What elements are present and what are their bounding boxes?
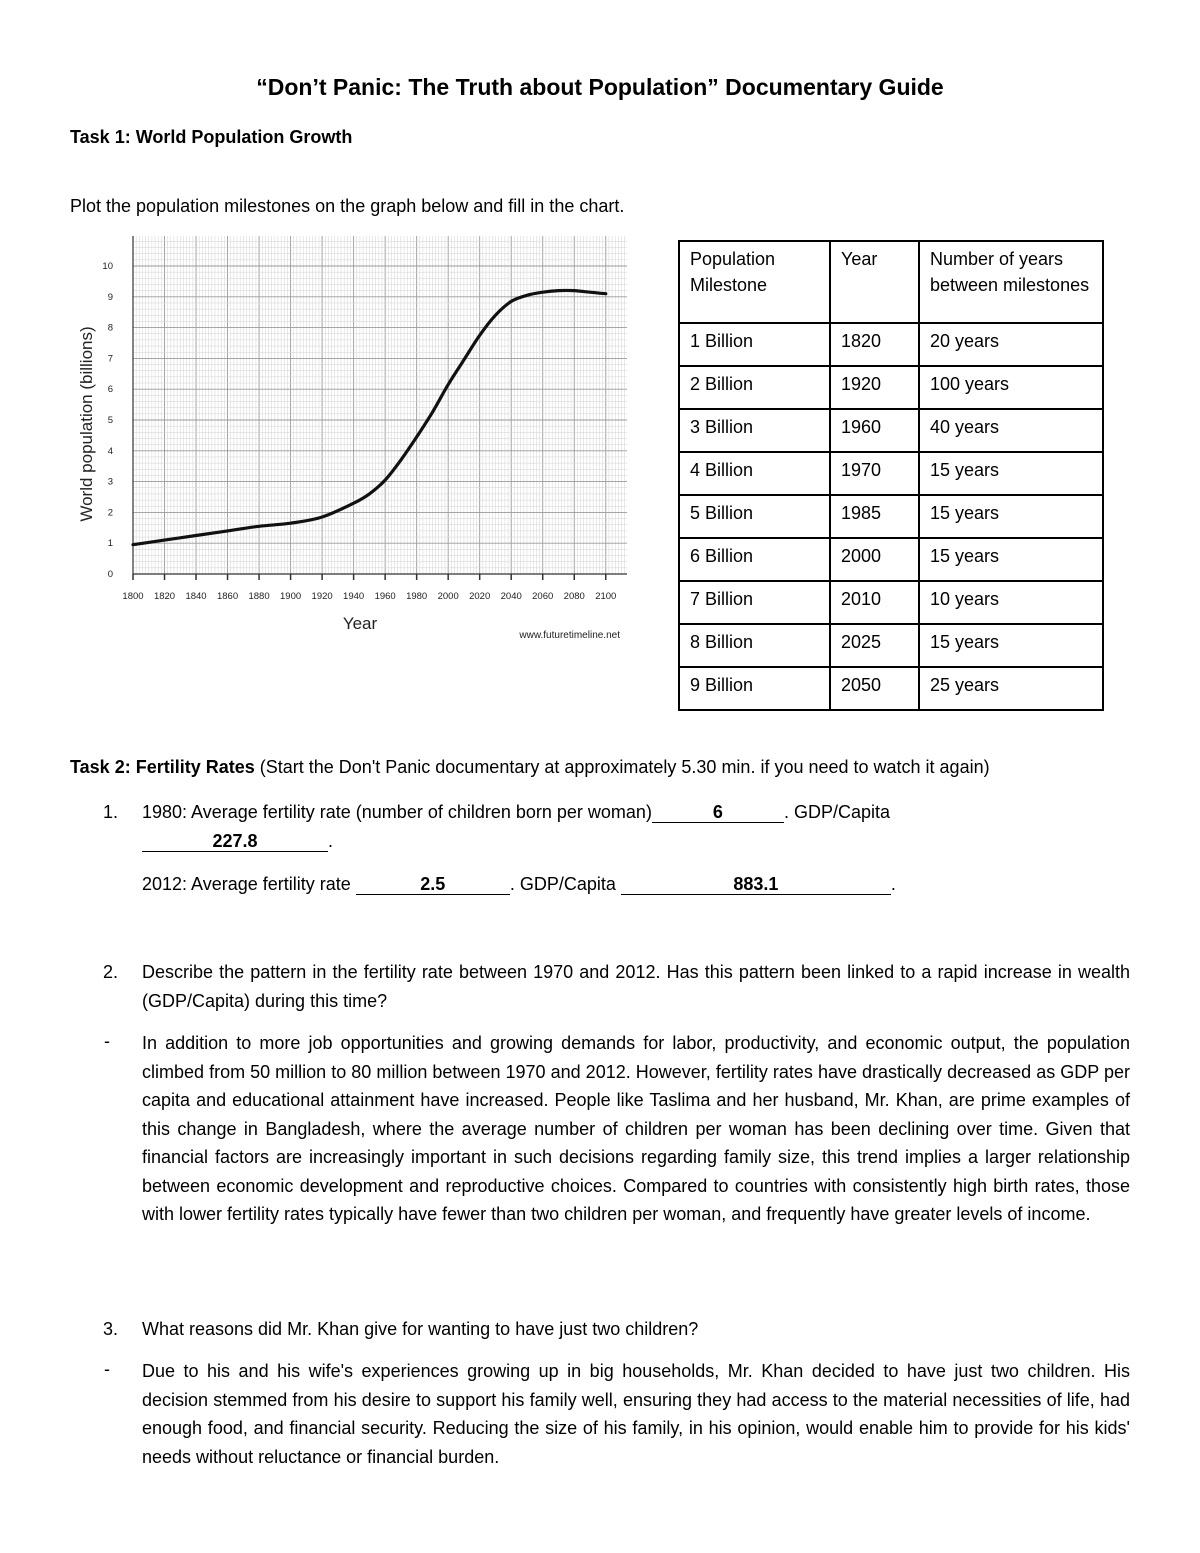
- x-tick-label: 1820: [153, 591, 176, 602]
- q1-number: 1.: [103, 802, 119, 822]
- task2-heading: Task 2: Fertility Rates: [70, 757, 255, 777]
- q1-line3: [142, 870, 1130, 898]
- task1-instruction: Plot the population milestones on the graph below and fill in the chart.: [70, 196, 625, 216]
- table-header-row: [679, 241, 1103, 323]
- year-cell: 2010: [830, 581, 919, 624]
- x-tick-label: 2000: [437, 591, 459, 602]
- milestone-table: [678, 240, 1104, 711]
- table-row: [679, 538, 1103, 581]
- x-tick-label: 1880: [248, 591, 270, 602]
- x-tick-label: 1960: [374, 591, 396, 602]
- table-row: [679, 452, 1103, 495]
- chart-y-axis-label: World population (billions): [77, 326, 96, 522]
- y-tick-label: 0: [107, 569, 113, 580]
- y-tick-label: 10: [102, 261, 113, 272]
- table-row: [679, 366, 1103, 409]
- x-tick-label: 1980: [406, 591, 428, 602]
- milestone-cell: 8 Billion: [679, 624, 830, 667]
- q1-line1: [142, 798, 1130, 826]
- x-tick-label: 1800: [122, 591, 144, 602]
- table-row: [679, 495, 1103, 538]
- milestone-cell: 7 Billion: [679, 581, 830, 624]
- header-year: Year: [830, 241, 919, 323]
- milestone-cell: 1 Billion: [679, 323, 830, 366]
- x-tick-label: 2080: [563, 591, 585, 602]
- q3-question: What reasons did Mr. Khan give for wanting to have just two children?: [142, 1319, 699, 1339]
- x-tick-label: 1860: [216, 591, 239, 602]
- years-between-cell: 15 years: [919, 495, 1103, 538]
- years-between-cell: 15 years: [919, 624, 1103, 667]
- q1-fertility-1980-answer[interactable]: 6: [652, 802, 784, 823]
- chart-source-label: www.futuretimeline.net: [519, 630, 620, 641]
- milestone-cell: 3 Billion: [679, 409, 830, 452]
- q2-number: 2.: [103, 962, 119, 982]
- population-chart: [70, 228, 638, 652]
- years-between-cell: 15 years: [919, 538, 1103, 581]
- population-chart-svg: [70, 228, 638, 652]
- years-between-cell: 10 years: [919, 581, 1103, 624]
- y-tick-label: 5: [107, 415, 113, 426]
- x-tick-label: 1940: [343, 591, 365, 602]
- year-cell: 2050: [830, 667, 919, 710]
- page-title: “Don’t Panic: The Truth about Population” Documentary Guide: [256, 74, 944, 100]
- x-tick-label: 1840: [185, 591, 207, 602]
- q3-answer-dash: -: [104, 1359, 110, 1379]
- chart-x-axis-label: Year: [342, 614, 378, 633]
- milestone-cell: 4 Billion: [679, 452, 830, 495]
- years-between-cell: 20 years: [919, 323, 1103, 366]
- q3-number: 3.: [103, 1319, 119, 1339]
- year-cell: 1985: [830, 495, 919, 538]
- table-row: [679, 624, 1103, 667]
- table-row: [679, 667, 1103, 710]
- q1-line2-end: .: [328, 831, 334, 851]
- year-cell: 2025: [830, 624, 919, 667]
- q1-gdp-1980-answer[interactable]: 227.8: [142, 831, 328, 852]
- table-row: [679, 323, 1103, 366]
- table-row: [679, 581, 1103, 624]
- years-between-cell: 15 years: [919, 452, 1103, 495]
- year-cell: 2000: [830, 538, 919, 581]
- year-cell: 1970: [830, 452, 919, 495]
- task2-note: (Start the Don't Panic documentary at approximately 5.30 min. if you need to watch it again): [259, 757, 990, 777]
- q1-line1-prefix: 1980: Average fertility rate (number of children born per woman): [142, 802, 652, 822]
- q1-line3-end: .: [890, 874, 896, 894]
- x-tick-label: 1900: [280, 591, 302, 602]
- years-between-cell: 40 years: [919, 409, 1103, 452]
- y-tick-label: 6: [107, 384, 113, 396]
- q2-answer: In addition to more job opportunities and growing demands for labor, productivity, and economic output, the population climbed from 50 million to 80 million between 1970 and 2012. However, fertility rates have drastically decreased as GDP per capita and educational attainment have increased. People like Taslima and her husband, Mr. Khan, are prime examples of this change in Bangladesh, where the average number of children per woman has been declining over time. Given that financial factors are increasingly important in such decisions regarding family size, this trend implies a larger relationship between economic development and reproductive choices. Compared to countries with consistently high birth rates, those with lower fertility rates typically have fewer than two children per woman, and frequently have greater levels of income.: [142, 1033, 1130, 1224]
- x-tick-label: 2040: [500, 591, 522, 602]
- q2-answer-dash: -: [104, 1031, 110, 1051]
- y-tick-label: 3: [107, 476, 113, 488]
- y-tick-label: 7: [107, 353, 113, 365]
- year-cell: 1960: [830, 409, 919, 452]
- y-tick-label: 4: [107, 445, 113, 457]
- x-tick-label: 2020: [469, 591, 491, 602]
- table-row: [679, 409, 1103, 452]
- q2-question: Describe the pattern in the fertility rate between 1970 and 2012. Has this pattern been linked to a rapid increase in wealth (GDP/Capita) during this time?: [142, 962, 1130, 1011]
- q1-line2: [142, 827, 1130, 855]
- task2-heading-line: [70, 757, 990, 778]
- years-between-cell: 25 years: [919, 667, 1103, 710]
- header-population-milestone: Population Milestone: [679, 241, 830, 323]
- y-tick-label: 1: [107, 538, 113, 550]
- q1-line3-middle: . GDP/Capita: [509, 874, 616, 894]
- header-years-between: Number of years between milestones: [919, 241, 1103, 323]
- years-between-cell: 100 years: [919, 366, 1103, 409]
- q1-line1-middle: . GDP/Capita: [783, 802, 890, 822]
- year-cell: 1920: [830, 366, 919, 409]
- milestone-cell: 9 Billion: [679, 667, 830, 710]
- x-tick-label: 2060: [532, 591, 554, 602]
- q1-fertility-2012-answer[interactable]: 2.5: [356, 874, 510, 895]
- y-tick-label: 8: [107, 322, 113, 334]
- task1-heading: Task 1: World Population Growth: [70, 127, 353, 147]
- x-tick-label: 2100: [595, 591, 617, 602]
- year-cell: 1820: [830, 323, 919, 366]
- milestone-cell: 5 Billion: [679, 495, 830, 538]
- y-tick-label: 2: [107, 507, 113, 519]
- q1-line3-prefix: 2012: Average fertility rate: [142, 874, 351, 894]
- milestone-cell: 2 Billion: [679, 366, 830, 409]
- y-tick-label: 9: [107, 291, 113, 303]
- q3-answer: Due to his and his wife's experiences growing up in big households, Mr. Khan decided to have just two children. His decision stemmed from his desire to support his family well, ensuring they had access to the material necessities of life, had enough food, and financial security. Reducing the size of his family, in his opinion, would enable him to provide for his kids' needs without reluctance or financial burden.: [142, 1361, 1130, 1467]
- q1-gdp-2012-answer[interactable]: 883.1: [621, 874, 891, 895]
- x-tick-label: 1920: [311, 591, 333, 602]
- milestone-cell: 6 Billion: [679, 538, 830, 581]
